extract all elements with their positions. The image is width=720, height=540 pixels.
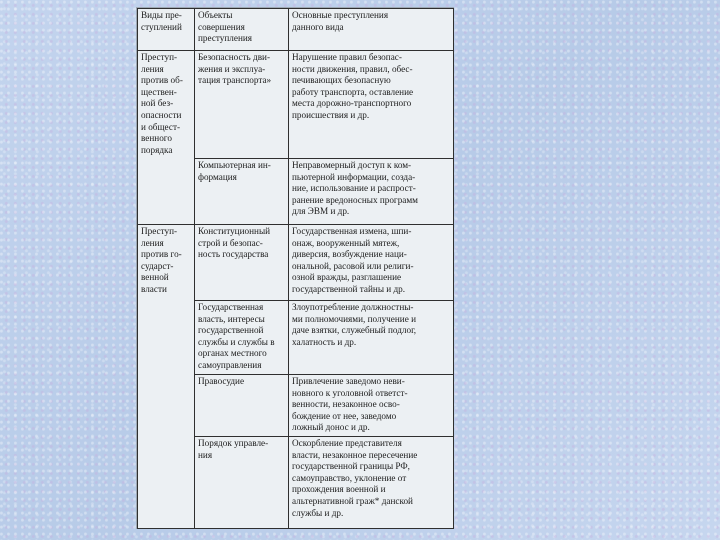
table-row [138,51,454,159]
object-cell: Правосудие [195,375,289,437]
table-header-row [138,9,454,51]
header-crime-types: Виды пре- ступлений [138,9,195,51]
crimes-cell: Оскорбление представителя власти, незаконное пересечение государственной границы РФ, самоуправство, уклонение от прохождения военной и альтернативной граж* данской службы и др. [289,437,454,529]
crimes-cell: Неправомерный доступ к ком- пьютерной информации, созда- ние, использование и распрост- ранение вредоносных программ для ЭВМ и др. [289,159,454,225]
document-page [137,8,453,528]
object-cell: Конституционный строй и безопас- ность государства [195,225,289,301]
object-cell: Государственная власть, интересы государственной службы и службы в органах местного самоуправления [195,301,289,375]
crimes-table [137,8,454,529]
object-cell: Компьютерная ин- формация [195,159,289,225]
category-state-power: Преступ- ления против го- сударст- венной власти [138,225,195,529]
crimes-cell: Злоупотребление должностны- ми полномочиями, получение и даче взятки, служебный подлог, халатность и др. [289,301,454,375]
crimes-cell: Нарушение правил безопас- ности движения, правил, обес- печивающих безопасную работу транспорта, оставление места дорожно-транспортного происшествия и др. [289,51,454,159]
table-row [138,225,454,301]
object-cell: Порядок управле- ния [195,437,289,529]
object-cell: Безопасность дви- жения и эксплуа- тация транспорта» [195,51,289,159]
category-public-safety: Преступ- ления против об- ществен- ной без- опасности и общест- венного порядка [138,51,195,225]
crimes-cell: Государственная измена, шпи- онаж, вооруженный мятеж, диверсия, возбуждение наци- ональной, расовой или религи- озной вражды, разглашение государственной тайны и др. [289,225,454,301]
crimes-cell: Привлечение заведомо неви- новного к уголовной ответст- венности, незаконное осво- бождение от нее, заведомо ложный донос и др. [289,375,454,437]
header-main-crimes: Основные преступления данного вида [289,9,454,51]
header-objects: Объекты совершения преступления [195,9,289,51]
